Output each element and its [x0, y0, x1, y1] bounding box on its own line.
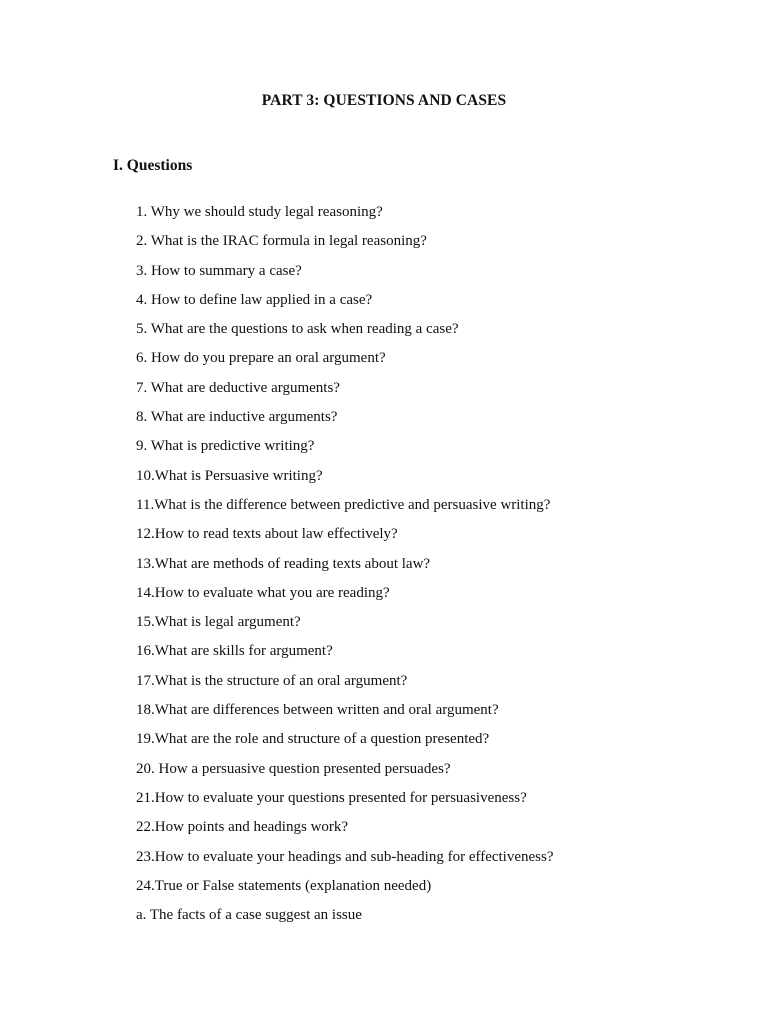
- list-item: [136, 319, 554, 348]
- question-text: What is Persuasive writing?: [154, 467, 323, 484]
- question-number: 16.: [136, 643, 155, 660]
- question-text: How do you prepare an oral argument?: [151, 350, 386, 367]
- list-item: [136, 671, 554, 700]
- question-text: Why we should study legal reasoning?: [150, 204, 383, 220]
- question-text: How to define law applied in a case?: [151, 291, 373, 308]
- question-number: 23.: [136, 848, 155, 865]
- question-list: [136, 202, 554, 934]
- question-number: 8.: [136, 409, 151, 426]
- question-number: 10.: [136, 467, 155, 484]
- list-item: [136, 817, 554, 846]
- question-text: The facts of a case suggest an issue: [149, 907, 362, 924]
- list-item: [136, 876, 554, 905]
- question-number: 20.: [136, 760, 159, 777]
- question-text: How to summary a case?: [151, 262, 302, 279]
- list-item: [136, 407, 554, 436]
- question-number: 7.: [136, 379, 151, 396]
- question-text: What are deductive arguments?: [150, 379, 340, 396]
- list-item: [136, 554, 554, 583]
- question-text: What is the structure of an oral argument?: [154, 672, 408, 689]
- question-number: a.: [136, 907, 150, 924]
- question-number: 11.: [136, 496, 155, 513]
- list-item: [136, 641, 554, 670]
- list-item: [136, 231, 554, 260]
- question-number: 5.: [136, 321, 151, 338]
- list-item: [136, 495, 554, 524]
- list-item: [136, 788, 554, 817]
- question-text: How a persuasive question presented persuades?: [158, 760, 451, 777]
- list-item: [136, 524, 554, 553]
- question-text: How to evaluate your headings and sub-heading for effectiveness?: [154, 848, 554, 865]
- question-text: What is legal argument?: [154, 614, 301, 631]
- list-item: [136, 261, 554, 290]
- list-item: [136, 700, 554, 729]
- question-number: 13.: [136, 555, 155, 572]
- question-text: How to evaluate what you are reading?: [154, 584, 390, 601]
- question-number: 15.: [136, 614, 155, 631]
- question-text: How points and headings work?: [154, 819, 349, 836]
- question-number: 18.: [136, 702, 155, 719]
- question-text: What are differences between written and oral argument?: [154, 702, 499, 719]
- question-text: What is the IRAC formula in legal reasoning?: [150, 233, 427, 250]
- question-text: What is predictive writing?: [150, 438, 315, 455]
- list-item: [136, 348, 554, 377]
- list-item: [136, 378, 554, 407]
- question-text: How to read texts about law effectively?: [154, 526, 398, 543]
- list-item: [136, 583, 554, 612]
- list-item: [136, 612, 554, 641]
- question-text: What is the difference between predictive and persuasive writing?: [154, 496, 551, 513]
- question-number: 19.: [136, 731, 155, 748]
- question-text: What are skills for argument?: [154, 643, 333, 660]
- list-item: [136, 759, 554, 788]
- list-item: [136, 290, 554, 319]
- question-number: 6.: [136, 350, 151, 367]
- question-text: True or False statements (explanation needed): [154, 877, 432, 894]
- list-item: [136, 466, 554, 495]
- question-number: 14.: [136, 584, 155, 601]
- section-heading: I. Questions: [113, 157, 193, 174]
- question-number: 12.: [136, 526, 155, 543]
- question-number: 1.: [136, 204, 151, 220]
- question-text: What are methods of reading texts about law?: [154, 555, 431, 572]
- question-number: 3.: [136, 262, 151, 279]
- page-title: PART 3: QUESTIONS AND CASES: [261, 92, 507, 109]
- list-item: [136, 905, 554, 934]
- list-item: [136, 729, 554, 758]
- question-text: What are the role and structure of a question presented?: [154, 731, 490, 748]
- question-text: What are inductive arguments?: [150, 409, 338, 426]
- list-item: [136, 436, 554, 465]
- question-number: 9.: [136, 438, 151, 455]
- question-text: How to evaluate your questions presented for persuasiveness?: [154, 789, 527, 806]
- question-text: What are the questions to ask when reading a case?: [150, 321, 459, 338]
- question-number: 21.: [136, 789, 155, 806]
- question-number: 4.: [136, 291, 151, 308]
- question-number: 24.: [136, 877, 155, 894]
- question-number: 2.: [136, 233, 151, 250]
- list-item: [136, 847, 554, 876]
- list-item: [136, 202, 554, 231]
- question-number: 17.: [136, 672, 155, 689]
- question-number: 22.: [136, 819, 155, 836]
